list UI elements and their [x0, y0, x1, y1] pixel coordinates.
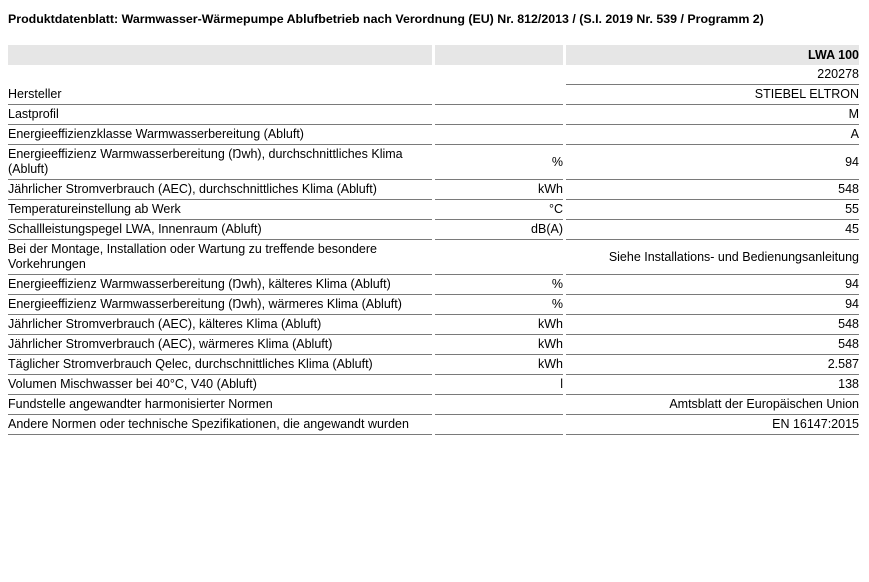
row-label: Energieeffizienzklasse Warmwasserbereitung (Abluft) — [8, 125, 432, 145]
row-value: 548 — [566, 180, 859, 200]
product-number: 220278 — [566, 65, 859, 85]
row-unit: % — [435, 275, 563, 295]
row-label: Andere Normen oder technische Spezifikationen, die angewandt wurden — [8, 415, 432, 435]
row-value: M — [566, 105, 859, 125]
datasheet-table — [8, 45, 859, 435]
row-label: Energieeffizienz Warmwasserbereitung (Ŋwh), wärmeres Klima (Abluft) — [8, 295, 432, 315]
header-unit-cell — [435, 45, 563, 65]
row-value: A — [566, 125, 859, 145]
table-row — [8, 395, 859, 415]
table-row — [8, 275, 859, 295]
page-title: Produktdatenblatt: Warmwasser-Wärmepumpe Ablufbetrieb nach Verordnung (EU) Nr. 812/2013 / (S.I. 2019 Nr. 539 / Programm 2) — [8, 12, 764, 26]
row-unit: kWh — [435, 180, 563, 200]
row-unit: % — [435, 145, 563, 180]
row-unit: % — [435, 295, 563, 315]
row-unit — [435, 240, 563, 275]
product-model: LWA 100 — [566, 45, 859, 65]
row-label: Jährlicher Stromverbrauch (AEC), wärmeres Klima (Abluft) — [8, 335, 432, 355]
row-value: 45 — [566, 220, 859, 240]
header-label-cell — [8, 45, 432, 65]
table-row — [8, 355, 859, 375]
row-unit: dB(A) — [435, 220, 563, 240]
product-number-row — [8, 65, 859, 85]
row-label: Volumen Mischwasser bei 40°C, V40 (Abluft) — [8, 375, 432, 395]
table-row — [8, 180, 859, 200]
row-unit: °C — [435, 200, 563, 220]
row-unit: kWh — [435, 355, 563, 375]
row-value: 138 — [566, 375, 859, 395]
row-value: 94 — [566, 145, 859, 180]
table-row — [8, 200, 859, 220]
row-unit — [435, 85, 563, 105]
row-label: Energieeffizienz Warmwasserbereitung (Ŋwh), durchschnittliches Klima (Abluft) — [8, 145, 432, 180]
row-value: 55 — [566, 200, 859, 220]
table-row — [8, 85, 859, 105]
row-value: 94 — [566, 275, 859, 295]
row-label: Bei der Montage, Installation oder Wartung zu treffende besondere Vorkehrungen — [8, 240, 432, 275]
row-label: Jährlicher Stromverbrauch (AEC), durchschnittliches Klima (Abluft) — [8, 180, 432, 200]
table-header-row — [8, 45, 859, 65]
table-row — [8, 295, 859, 315]
table-row — [8, 315, 859, 335]
table-row — [8, 105, 859, 125]
row-value: 2.587 — [566, 355, 859, 375]
row-value: 548 — [566, 335, 859, 355]
row-value: 94 — [566, 295, 859, 315]
row-value: STIEBEL ELTRON — [566, 85, 859, 105]
table-row — [8, 240, 859, 275]
row-label: Energieeffizienz Warmwasserbereitung (Ŋwh), kälteres Klima (Abluft) — [8, 275, 432, 295]
row-value: EN 16147:2015 — [566, 415, 859, 435]
row-label: Hersteller — [8, 85, 432, 105]
row-unit — [435, 125, 563, 145]
table-row — [8, 145, 859, 180]
table-row — [8, 335, 859, 355]
table-row — [8, 415, 859, 435]
table-row — [8, 125, 859, 145]
data-rows — [8, 85, 859, 435]
row-value: Siehe Installations- und Bedienungsanleitung — [566, 240, 859, 275]
table-row — [8, 375, 859, 395]
row-unit: l — [435, 375, 563, 395]
row-label: Schallleistungspegel LWA, Innenraum (Abluft) — [8, 220, 432, 240]
row-label: Lastprofil — [8, 105, 432, 125]
row-unit — [435, 395, 563, 415]
row-unit: kWh — [435, 315, 563, 335]
row-label: Temperatureinstellung ab Werk — [8, 200, 432, 220]
row-label: Fundstelle angewandter harmonisierter Normen — [8, 395, 432, 415]
row-value: Amtsblatt der Europäischen Union — [566, 395, 859, 415]
row-label: Täglicher Stromverbrauch Qelec, durchschnittliches Klima (Abluft) — [8, 355, 432, 375]
row-unit — [435, 415, 563, 435]
row-label: Jährlicher Stromverbrauch (AEC), kälteres Klima (Abluft) — [8, 315, 432, 335]
row-unit — [435, 105, 563, 125]
row-value: 548 — [566, 315, 859, 335]
table-row — [8, 220, 859, 240]
row-unit: kWh — [435, 335, 563, 355]
